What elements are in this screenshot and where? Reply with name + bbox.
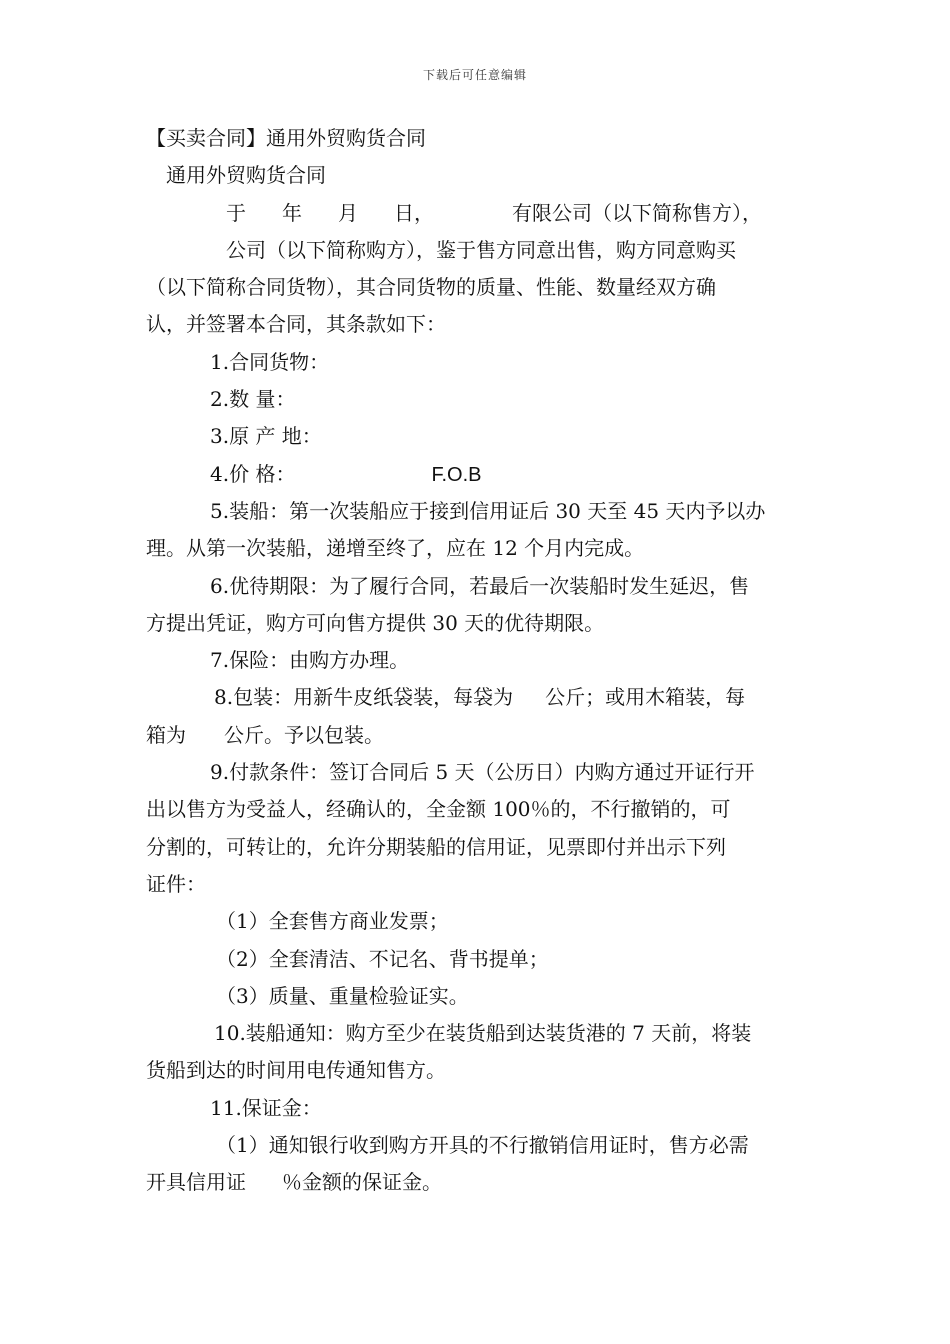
clause-9-item-2: （2）全套清洁、不记名、背书提单； xyxy=(216,946,549,971)
clause-4-term: F.O.B xyxy=(431,463,482,486)
clause-9-line-3: 分割的，可转让的，允许分期装船的信用证，见票即付并出示下列 xyxy=(146,834,726,859)
clause-11-lc-text: 开具信用证 xyxy=(146,1170,246,1195)
clause-8-line-2 xyxy=(146,717,814,754)
clause-8-box-unit: 公斤。予以包装。 xyxy=(224,722,384,747)
date-day: 日， xyxy=(394,200,434,225)
clause-5-line-2: 理。从第一次装船，递增至终了，应在 12 个月内完成。 xyxy=(146,536,645,561)
clause-6-line-1: 6.优待期限：为了履行合同，若最后一次装船时发生延迟，售 xyxy=(210,573,750,598)
date-year: 年 xyxy=(282,200,302,225)
clause-4 xyxy=(146,456,814,493)
clause-9-line-1: 9.付款条件：签订合同后 5 天（公历日）内购方通过开证行开 xyxy=(210,760,755,785)
clause-2: 2.数 量： xyxy=(210,387,296,412)
clause-8-bag-unit: 公斤；或用木箱装，每 xyxy=(545,685,746,710)
clause-8-bag-text: 8.包装：用新牛皮纸袋装，每袋为 xyxy=(214,685,514,710)
preamble-line-4: 认，并签署本合同，其条款如下： xyxy=(146,312,446,337)
date-month: 月 xyxy=(338,200,358,225)
header-note: 下载后可任意编辑 xyxy=(422,68,527,82)
date-yu: 于 xyxy=(226,200,246,225)
clause-9-item-3: （3）质量、重量检验证实。 xyxy=(216,983,469,1008)
contract-subtitle: 通用外贸购货合同 xyxy=(166,163,326,188)
document-title: 【买卖合同】通用外贸购货合同 xyxy=(146,126,426,150)
contract-body xyxy=(146,120,814,1202)
clause-8-box-text: 箱为 xyxy=(146,722,186,747)
clause-9-line-2: 出以售方为受益人，经确认的，全金额 100％的，不行撤销的，可 xyxy=(146,797,731,822)
preamble-line-3: （以下简称合同货物），其合同货物的质量、性能、数量经双方确 xyxy=(146,275,716,300)
clause-11: 11.保证金： xyxy=(210,1095,322,1120)
clause-11-item-1: （1）通知银行收到购方开具的不行撤销信用证时，售方必需 xyxy=(216,1133,749,1158)
clause-3: 3.原 产 地： xyxy=(210,424,322,449)
clause-1: 1.合同货物： xyxy=(210,349,330,374)
seller-clause: 有限公司（以下简称售方）， xyxy=(512,200,762,225)
clause-10-line-1: 10.装船通知：购方至少在装货船到达装货港的 7 天前，将装 xyxy=(214,1021,752,1046)
preamble-buyer-line: 公司（以下简称购方），鉴于售方同意出售，购方同意购买 xyxy=(226,237,736,262)
clause-10-line-2: 货船到达的时间用电传通知售方。 xyxy=(146,1058,446,1083)
clause-8-line-1 xyxy=(146,679,814,716)
clause-11-item-1-line-2 xyxy=(146,1164,814,1201)
clause-6-line-2: 方提出凭证，购方可向售方提供 30 天的优待期限。 xyxy=(146,610,605,635)
clause-9-line-4: 证件： xyxy=(146,871,206,896)
clause-4-label: 4.价 格： xyxy=(210,461,296,486)
clause-5-line-1: 5.装船：第一次装船应于接到信用证后 30 天至 45 天内予以办 xyxy=(210,498,766,523)
preamble-date-line xyxy=(146,195,814,232)
clause-11-deposit-text: ％金额的保证金。 xyxy=(282,1170,442,1195)
clause-9-item-1: （1）全套售方商业发票； xyxy=(216,909,449,934)
clause-7: 7.保险：由购方办理。 xyxy=(210,648,410,673)
